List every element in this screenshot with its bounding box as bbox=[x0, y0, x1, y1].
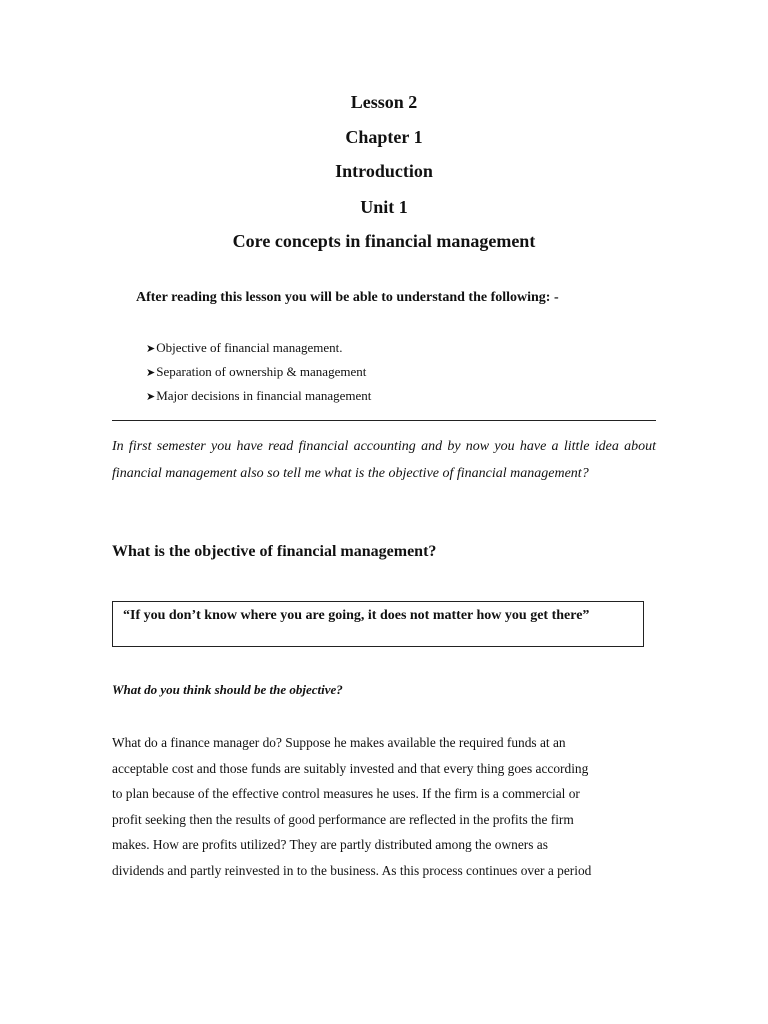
paragraph-line: makes. How are profits utilized? They are partly distributed among the owners as bbox=[112, 837, 548, 853]
list-item bbox=[146, 387, 371, 411]
chapter-heading: Chapter 1 bbox=[345, 127, 423, 147]
paragraph-line: dividends and partly reinvested in to the business. As this process continues over a period bbox=[112, 862, 592, 878]
unit-heading: Unit 1 bbox=[360, 197, 408, 217]
list-item-text: Separation of ownership & management bbox=[156, 364, 367, 379]
list-item bbox=[146, 339, 371, 363]
list-item bbox=[146, 363, 371, 387]
section-question: What is the objective of financial management? bbox=[112, 543, 437, 560]
title-heading: Core concepts in financial management bbox=[232, 231, 536, 251]
section-heading: Introduction bbox=[335, 161, 433, 181]
learning-objectives-intro: After reading this lesson you will be able to understand the following: - bbox=[136, 290, 559, 305]
arrowhead-bullet-icon: ➤ bbox=[146, 366, 156, 379]
list-item-text: Major decisions in financial management bbox=[156, 388, 372, 403]
list-item-text: Objective of financial management. bbox=[156, 340, 343, 355]
introductory-paragraph: In first semester you have read financial accounting and by now you have a little idea about financial management also so tell me what is the objective of financial management? bbox=[112, 439, 656, 481]
paragraph-line: profit seeking then the results of good performance are reflected in the profits the firm bbox=[112, 811, 574, 827]
paragraph-line: acceptable cost and those funds are suitably invested and that every thing goes according bbox=[112, 760, 589, 776]
paragraph-line: to plan because of the effective control measures he uses. If the firm is a commercial or bbox=[112, 786, 580, 802]
arrowhead-bullet-icon: ➤ bbox=[146, 390, 156, 403]
paragraph-line: What do a finance manager do? Suppose he makes available the required funds at an bbox=[112, 735, 566, 750]
lesson-heading: Lesson 2 bbox=[350, 92, 418, 112]
sub-question: What do you think should be the objective? bbox=[112, 682, 343, 697]
arrowhead-bullet-icon: ➤ bbox=[146, 342, 156, 355]
horizontal-divider bbox=[112, 420, 656, 421]
body-paragraph bbox=[112, 730, 660, 884]
quote-text: “If you don’t know where you are going, it does not matter how you get there” bbox=[123, 608, 590, 623]
objectives-list bbox=[146, 339, 371, 411]
quote-box bbox=[112, 601, 644, 647]
